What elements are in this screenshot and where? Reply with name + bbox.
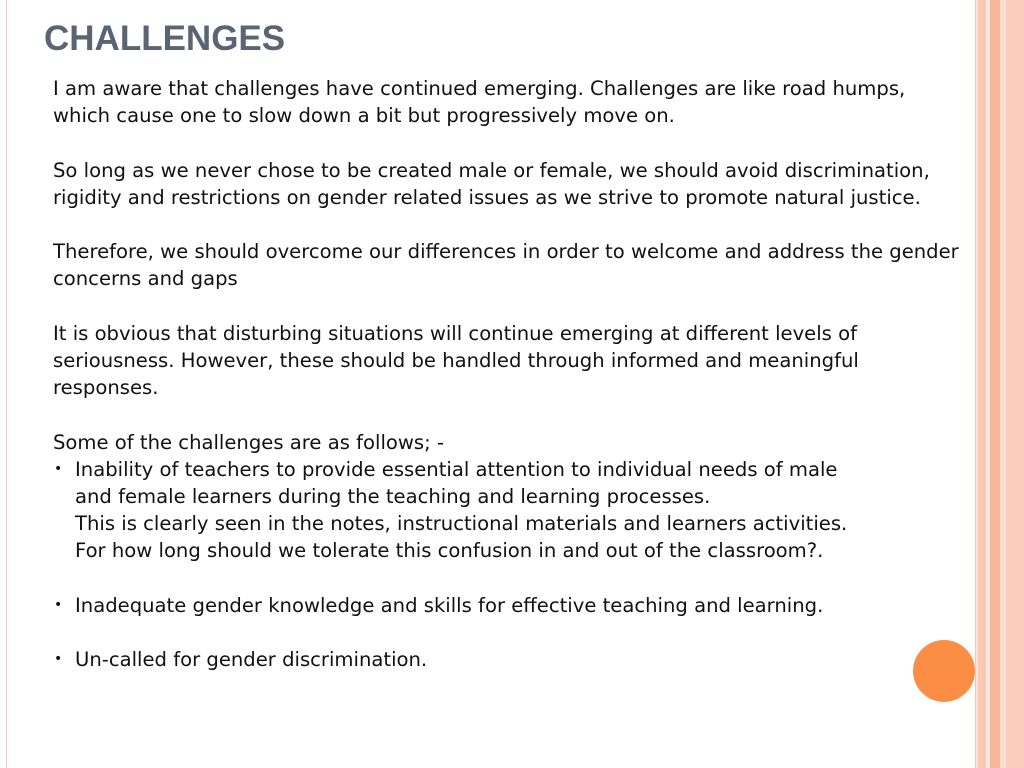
bullet-line: Inability of teachers to provide essential attention to individual needs of male — [75, 457, 838, 481]
paragraph-differences: Therefore, we should overcome our differences in order to welcome and address the gender concerns and gaps — [53, 240, 959, 291]
slide-body — [53, 75, 968, 673]
spacer — [53, 293, 968, 320]
bullet-item-teacher-attention — [53, 456, 968, 565]
bullet-line: For how long should we tolerate this confusion in and out of the classroom?. — [75, 539, 824, 563]
bullet-line: This is clearly seen in the notes, instructional materials and learners activities. — [75, 512, 848, 536]
stripe — [990, 0, 1000, 768]
paragraph-awareness: I am aware that challenges have continued emerging. Challenges are like road humps, which cause one to slow down a bit but progressively move on. — [53, 77, 906, 128]
stripe — [1006, 0, 1024, 768]
paragraph-discrimination: So long as we never chose to be created male or female, we should avoid discrimination, rigidity and restrictions on gender related issues as we strive to promote natural justice. — [53, 158, 930, 209]
bullet-dot-icon: • — [54, 596, 63, 613]
spacer — [53, 129, 968, 156]
decorative-stripes — [976, 0, 1024, 768]
spacer — [53, 619, 968, 646]
bullet-line: and female learners during the teaching and learning processes. — [75, 484, 711, 508]
decorative-circle — [913, 640, 975, 702]
bullet-dot-icon: • — [54, 460, 63, 477]
stripe — [978, 0, 986, 768]
paragraph-situations: It is obvious that disturbing situations will continue emerging at different levels of seriousness. However, these should be handled through informed and meaningful responses. — [53, 321, 859, 400]
bullet-line: Inadequate gender knowledge and skills for effective teaching and learning. — [75, 593, 824, 617]
bullet-line: Un-called for gender discrimination. — [75, 648, 428, 672]
spacer — [53, 401, 968, 428]
bullet-dot-icon: • — [54, 651, 63, 668]
challenges-intro: Some of the challenges are as follows; - — [53, 430, 445, 454]
spacer — [53, 211, 968, 238]
slide-title: CHALLENGES — [44, 19, 286, 58]
bullet-item-discrimination — [53, 646, 968, 673]
bullet-item-gender-knowledge — [53, 592, 968, 619]
spacer — [53, 565, 968, 592]
